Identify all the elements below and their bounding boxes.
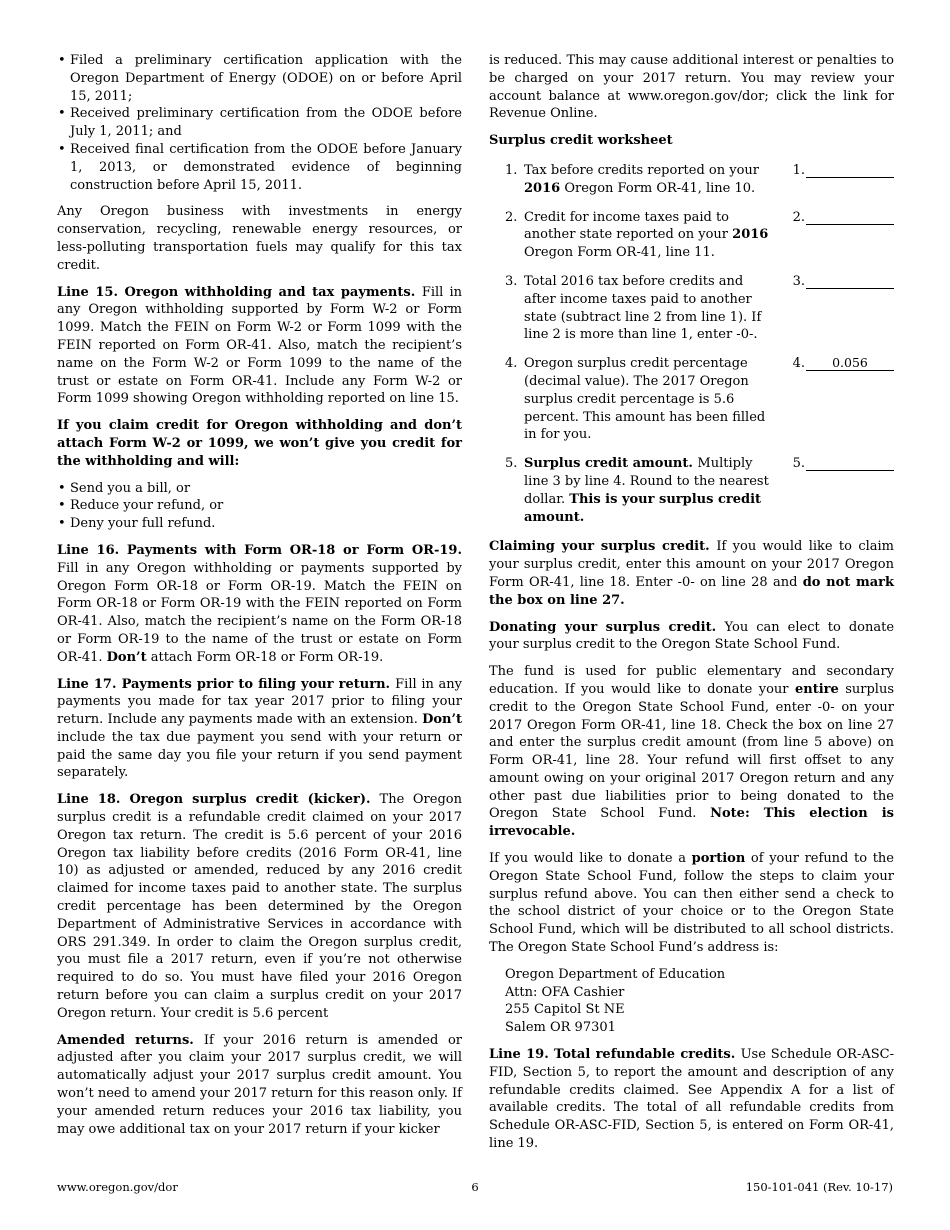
worksheet-entry-label: 1. xyxy=(792,162,805,178)
address-line: Salem OR 97301 xyxy=(505,1020,616,1036)
bullet-item: • Received final certification from the ODOE before January 1, 2013, or demonstrated evidence of beginning construction before April 15, 2011. xyxy=(57,141,462,194)
worksheet-item-number: 5. xyxy=(505,456,518,472)
worksheet-blank-line xyxy=(806,162,894,178)
address-line: Oregon Department of Education xyxy=(505,966,726,982)
school-fund-address-block xyxy=(505,966,894,1037)
worksheet-row-5 xyxy=(489,455,894,526)
worksheet-item-text: Oregon surplus credit percentage (decimal value). The 2017 Oregon surplus credit percentage is 5.6 percent. This amount has been filled in for you. xyxy=(524,356,766,443)
worksheet-blank-line xyxy=(806,455,894,471)
worksheet-entry xyxy=(793,273,894,291)
worksheet-item-number: 3. xyxy=(505,273,518,289)
worksheet-item-number: 4. xyxy=(505,356,518,372)
worksheet-entry-label: 3. xyxy=(792,273,805,289)
form-revision-number: 150-101-041 (Rev. 10-17) xyxy=(745,1180,894,1195)
line-18-paragraph: Line 18. Oregon surplus credit (kicker). The Oregon surplus credit is a refundable credit claimed on your 2017 Oregon tax return. The credit is 5.6 percent of your 2016 Oregon tax liability before credits (2016 Form OR-41, line 10) as adjusted or amended, reduced by any 2016 credit claimed for income taxes paid to another state. The surplus credit percentage has been determined by the Oregon Department of Administrative Services in accordance with ORS 291.349. In order to claim the Oregon surplus credit, you must file a 2017 return, even if you’re not otherwise required to do so. You must have filed your 2016 Oregon return before you can claim a surplus credit on your 2017 Oregon return. Your credit is 5.6 percent xyxy=(57,792,462,1021)
amended-returns-paragraph: Amended returns. If your 2016 return is amended or adjusted after you claim your 2017 surplus credit, we will automatically adjust your 2017 surplus credit amount. You won’t need to amend your 2017 return for this reason only. If your amended return reduces your 2016 tax liability, you may owe additional tax on your 2017 return if your kicker xyxy=(57,1032,462,1137)
worksheet-row-2 xyxy=(489,209,894,262)
withholding-warning-paragraph: If you claim credit for Oregon withholding and don’t attach Form W-2 or 1099, we won’t give you credit for the withholding and will: xyxy=(57,418,462,469)
worksheet-item-text: Tax before credits reported on your 2016 Oregon Form OR-41, line 10. xyxy=(524,162,759,196)
worksheet-row-1 xyxy=(489,162,894,198)
worksheet-entry-label: 4. xyxy=(792,356,805,372)
left-column xyxy=(57,52,462,1162)
bullet-item: • Filed a preliminary certification application with the Oregon Department of Energy (ODOE) on or before April 15, 2011; xyxy=(57,52,462,105)
right-column xyxy=(489,52,894,1162)
address-line: Attn: OFA Cashier xyxy=(505,984,625,1000)
worksheet-entry-label: 5. xyxy=(792,456,805,472)
worksheet-heading: Surplus credit worksheet xyxy=(489,133,673,149)
school-fund-paragraph: The fund is used for public elementary and secondary education. If you would like to donate your entire surplus credit to the Oregon State School Fund, enter -0- on your 2017 Oregon Form OR-41, line 18. Check the box on line 27 and enter the surplus credit amount (from line 5 above) on Form OR-41, line 28. Your refund will first offset to any amount owing on your original 2017 Oregon return and any other past due liabilities prior to being donated to the Oregon State School Fund. Note: This election is irrevocable. xyxy=(489,664,895,840)
worksheet-entry xyxy=(793,162,894,180)
claiming-surplus-credit-paragraph: Claiming your surplus credit. If you would like to claim your surplus credit, enter this amount on your 2017 Oregon Form OR-41, line 18. Enter -0- on line 28 and do not mark the box on line 27. xyxy=(489,539,894,608)
worksheet-blank-line xyxy=(806,209,894,225)
worksheet-blank-line xyxy=(806,273,894,289)
qualify-paragraph: Any Oregon business with investments in energy conservation, recycling, renewable energy resources, or less-polluting transportation fuels may qualify for this tax credit. xyxy=(57,204,462,273)
worksheet-item-number: 2. xyxy=(505,209,518,225)
donating-surplus-credit-paragraph: Donating your surplus credit. You can elect to donate your surplus credit to the Oregon State School Fund. xyxy=(489,619,895,653)
surplus-credit-worksheet xyxy=(489,162,894,526)
worksheet-entry xyxy=(793,209,894,227)
worksheet-item-number: 1. xyxy=(505,162,518,178)
two-column-layout xyxy=(57,52,893,1162)
bullet-item: • Send you a bill, or xyxy=(57,480,462,498)
worksheet-prefilled-value: 0.056 xyxy=(806,355,894,371)
line-17-paragraph: Line 17. Payments prior to filing your return. Fill in any payments you made for tax year 2017 prior to filing your return. Include any payments made with an extension. Don’t include the tax due payment you send with your return or paid the same day you file your return if you send payment separately. xyxy=(57,676,463,781)
worksheet-item-text: Credit for income taxes paid to another state reported on your 2016 Oregon Form OR-41, line 11. xyxy=(524,209,769,261)
line-15-paragraph: Line 15. Oregon withholding and tax payments. Fill in any Oregon withholding supported by Form W-2 or Form 1099. Match the FEIN on Form W-2 or Form 1099 with the FEIN reported on Form OR-41. Also, match the recipient’s name on the Form W-2 or Form 1099 to the name of the trust or estate on Form OR-41. Include any Form W-2 or Form 1099 showing Oregon withholding reported on line 15. xyxy=(57,284,463,407)
line-19-paragraph: Line 19. Total refundable credits. Use Schedule OR-ASC-FID, Section 5, to report the amount and description of any refundable credits claimed. See Appendix A for a list of available credits. The total of all refundable credits from Schedule OR-ASC-FID, Section 5, is entered on Form OR-41, line 19. xyxy=(489,1047,894,1152)
bullet-item: • Deny your full refund. xyxy=(57,515,462,533)
worksheet-row-4 xyxy=(489,355,894,444)
bullet-item: • Received preliminary certification from the ODOE before July 1, 2011; and xyxy=(57,105,462,141)
footer-website-url: www.oregon.gov/dor xyxy=(57,1180,178,1195)
kicker-continuation-paragraph: is reduced. This may cause additional interest or penalties to be charged on your 2017 return. You may review your account balance at www.oregon.gov/dor; click the link for Revenue Online. xyxy=(489,53,894,122)
worksheet-entry-label: 2. xyxy=(792,209,805,225)
worksheet-row-3 xyxy=(489,273,894,344)
page-number: 6 xyxy=(471,1180,479,1195)
page-footer xyxy=(57,1180,893,1196)
worksheet-entry xyxy=(793,355,894,373)
warning-bullet-list xyxy=(57,480,462,533)
worksheet-item-text: Total 2016 tax before credits and after income taxes paid to another state (subtract line 2 from line 1). If line 2 is more than line 1, enter -0-. xyxy=(524,273,762,343)
line-16-paragraph: Line 16. Payments with Form OR-18 or Form OR-19. Fill in any Oregon withholding or payments supported by Oregon Form OR-18 or Form OR-19. Match the FEIN on Form OR-18 or Form OR-19 with the FEIN reported on Form OR-41. Also, match the recipient’s name on the Form OR-18 or Form OR-19 to the name of the trust or estate on Form OR-41. Don’t attach Form OR-18 or Form OR-19. xyxy=(57,542,462,665)
bullet-item: • Reduce your refund, or xyxy=(57,497,462,515)
address-line: 255 Capitol St NE xyxy=(505,1002,625,1018)
worksheet-item-text: Surplus credit amount. Multiply line 3 by line 4. Round to the nearest dollar. This is your surplus credit amount. xyxy=(524,456,769,525)
worksheet-entry xyxy=(793,455,894,473)
certification-bullet-list xyxy=(57,52,462,194)
portion-donation-paragraph: If you would like to donate a portion of your refund to the Oregon State School Fund, follow the steps to claim your surplus refund above. You can then either send a check to the school district of your choice or to the Oregon State School Fund, which will be distributed to all school districts. The Oregon State School Fund’s address is: xyxy=(489,851,894,956)
